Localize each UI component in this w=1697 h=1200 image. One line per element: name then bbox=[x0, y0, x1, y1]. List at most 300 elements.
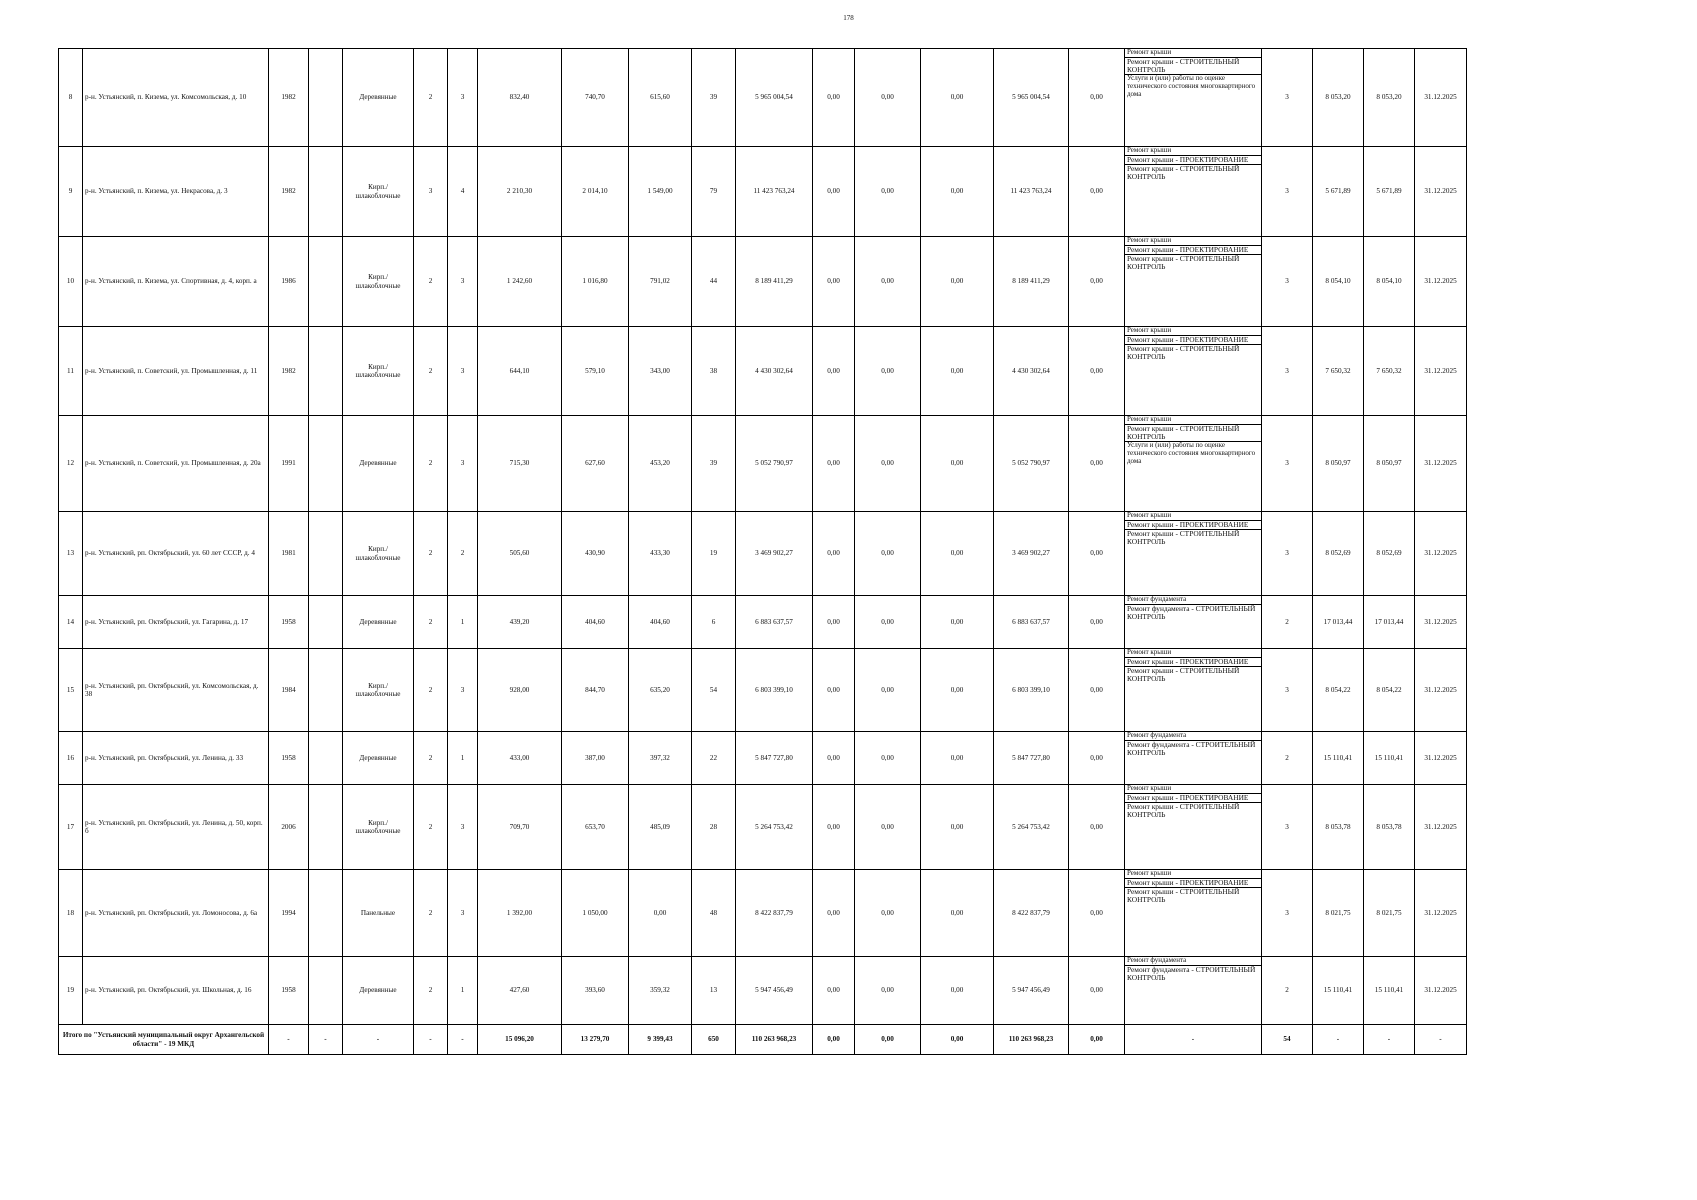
table-row bbox=[59, 147, 1467, 237]
fund-4-cell: 8 189 411,29 bbox=[994, 237, 1069, 327]
work-count-cell: 2 bbox=[1262, 596, 1313, 649]
works-cell bbox=[1125, 785, 1262, 870]
residents-cell: 54 bbox=[692, 649, 736, 732]
floors-cell: 2 bbox=[414, 512, 448, 596]
living-area-cell: 1 016,80 bbox=[562, 237, 629, 327]
work-count-cell: 3 bbox=[1262, 870, 1313, 957]
fund-4-cell: 8 422 837,79 bbox=[994, 870, 1069, 957]
total-cost-sqm-max-cell: - bbox=[1364, 1025, 1415, 1055]
fund-3-cell: 0,00 bbox=[921, 327, 994, 416]
wall-material-cell: Деревянные bbox=[343, 732, 414, 785]
fund-2-cell: 0,00 bbox=[855, 732, 921, 785]
fund-1-cell: 0,00 bbox=[813, 785, 855, 870]
wall-material-cell: Деревянные bbox=[343, 416, 414, 512]
work-count-cell: 3 bbox=[1262, 147, 1313, 237]
residential-area-cell: 0,00 bbox=[629, 870, 692, 957]
fund-3-cell: 0,00 bbox=[921, 870, 994, 957]
fund-1-cell: 0,00 bbox=[813, 49, 855, 147]
fund-3-cell: 0,00 bbox=[921, 49, 994, 147]
table-row bbox=[59, 785, 1467, 870]
year-cell: 1986 bbox=[269, 237, 309, 327]
empty-cell bbox=[309, 870, 343, 957]
total-area-cell: 715,30 bbox=[478, 416, 562, 512]
work-item: Ремонт крыши - ПРОЕКТИРОВАНИЕ bbox=[1125, 336, 1261, 345]
fund-3-cell: 0,00 bbox=[921, 512, 994, 596]
residents-cell: 39 bbox=[692, 416, 736, 512]
residential-area-cell: 453,20 bbox=[629, 416, 692, 512]
cost-per-sqm-cell: 8 054,22 bbox=[1313, 649, 1364, 732]
year-cell: 1958 bbox=[269, 957, 309, 1025]
living-area-cell: 579,10 bbox=[562, 327, 629, 416]
fund-4-cell: 5 965 004,54 bbox=[994, 49, 1069, 147]
row-number: 10 bbox=[59, 237, 83, 327]
empty-cell bbox=[309, 596, 343, 649]
year-cell: 2006 bbox=[269, 785, 309, 870]
year-cell: 1982 bbox=[269, 147, 309, 237]
work-item: Ремонт фундамента - СТРОИТЕЛЬНЫЙ КОНТРОЛЬ bbox=[1127, 964, 1256, 983]
wall-material-cell: Кирп./ шлакоблочные bbox=[343, 649, 414, 732]
work-item: Ремонт крыши - СТРОИТЕЛЬНЫЙ КОНТРОЛЬ bbox=[1127, 164, 1240, 182]
address-cell: р-н. Устьянский, рп. Октябрьский, ул. Комсомольская, д. 38 bbox=[83, 649, 269, 732]
fund-3-cell: 0,00 bbox=[921, 416, 994, 512]
table-row bbox=[59, 512, 1467, 596]
total-area-cell: 709,70 bbox=[478, 785, 562, 870]
table-row bbox=[59, 870, 1467, 957]
entrances-cell: 3 bbox=[448, 870, 478, 957]
total-entrances-cell: - bbox=[448, 1025, 478, 1055]
total-area-res-cell: 9 399,43 bbox=[629, 1025, 692, 1055]
address-cell: р-н. Устьянский, п. Кизема, ул. Спортивная, д. 4, корп. а bbox=[83, 237, 269, 327]
total-cost-cell: 6 883 637,57 bbox=[736, 596, 813, 649]
cost-per-sqm-cell: 15 110,41 bbox=[1313, 957, 1364, 1025]
floors-cell: 2 bbox=[414, 327, 448, 416]
work-item: Ремонт фундамента bbox=[1125, 732, 1261, 741]
fund-5-cell: 0,00 bbox=[1069, 649, 1125, 732]
address-cell: р-н. Устьянский, п. Советский, ул. Промышленная, д. 20а bbox=[83, 416, 269, 512]
row-number: 17 bbox=[59, 785, 83, 870]
empty-cell bbox=[309, 49, 343, 147]
fund-5-cell: 0,00 bbox=[1069, 870, 1125, 957]
fund-2-cell: 0,00 bbox=[855, 237, 921, 327]
year-cell: 1982 bbox=[269, 327, 309, 416]
work-item: Ремонт крыши bbox=[1125, 870, 1261, 879]
fund-2-cell: 0,00 bbox=[855, 147, 921, 237]
living-area-cell: 430,90 bbox=[562, 512, 629, 596]
fund-5-cell: 0,00 bbox=[1069, 49, 1125, 147]
row-number: 14 bbox=[59, 596, 83, 649]
cost-per-sqm-cell: 8 053,20 bbox=[1313, 49, 1364, 147]
max-cost-per-sqm-cell: 7 650,32 bbox=[1364, 327, 1415, 416]
work-item: Ремонт крыши - ПРОЕКТИРОВАНИЕ bbox=[1125, 879, 1261, 888]
address-cell: р-н. Устьянский, рп. Октябрьский, ул. Гагарина, д. 17 bbox=[83, 596, 269, 649]
work-item: Ремонт фундамента bbox=[1125, 596, 1261, 605]
fund-4-cell: 3 469 902,27 bbox=[994, 512, 1069, 596]
living-area-cell: 2 014,10 bbox=[562, 147, 629, 237]
year-cell: 1991 bbox=[269, 416, 309, 512]
wall-material-cell: Деревянные bbox=[343, 957, 414, 1025]
work-count-cell: 3 bbox=[1262, 416, 1313, 512]
residential-area-cell: 397,32 bbox=[629, 732, 692, 785]
max-cost-per-sqm-cell: 15 110,41 bbox=[1364, 732, 1415, 785]
work-item: Ремонт фундамента - СТРОИТЕЛЬНЫЙ КОНТРОЛЬ bbox=[1127, 739, 1256, 758]
work-item: Ремонт крыши - ПРОЕКТИРОВАНИЕ bbox=[1125, 794, 1261, 803]
table-row bbox=[59, 327, 1467, 416]
works-cell bbox=[1125, 327, 1262, 416]
fund-2-cell: 0,00 bbox=[855, 416, 921, 512]
floors-cell: 2 bbox=[414, 649, 448, 732]
work-item: Ремонт крыши bbox=[1125, 416, 1261, 425]
fund-5-cell: 0,00 bbox=[1069, 785, 1125, 870]
table-row bbox=[59, 49, 1467, 147]
residents-cell: 39 bbox=[692, 49, 736, 147]
total-area-cell: 427,60 bbox=[478, 957, 562, 1025]
work-item: Ремонт крыши - СТРОИТЕЛЬНЫЙ КОНТРОЛЬ bbox=[1125, 58, 1261, 76]
total-area-cell: 1 242,60 bbox=[478, 237, 562, 327]
works-cell bbox=[1125, 512, 1262, 596]
work-item: Ремонт фундамента - СТРОИТЕЛЬНЫЙ КОНТРОЛЬ bbox=[1127, 603, 1256, 622]
residents-cell: 79 bbox=[692, 147, 736, 237]
max-cost-per-sqm-cell: 8 053,78 bbox=[1364, 785, 1415, 870]
total-area-cell: 439,20 bbox=[478, 596, 562, 649]
work-count-cell: 3 bbox=[1262, 327, 1313, 416]
deadline-cell: 31.12.2025 bbox=[1415, 512, 1467, 596]
table-row bbox=[59, 596, 1467, 649]
row-number: 19 bbox=[59, 957, 83, 1025]
fund-2-cell: 0,00 bbox=[855, 785, 921, 870]
residents-cell: 44 bbox=[692, 237, 736, 327]
fund-5-cell: 0,00 bbox=[1069, 512, 1125, 596]
entrances-cell: 3 bbox=[448, 327, 478, 416]
capital-repair-table bbox=[58, 48, 1467, 1055]
fund-1-cell: 0,00 bbox=[813, 870, 855, 957]
living-area-cell: 1 050,00 bbox=[562, 870, 629, 957]
max-cost-per-sqm-cell: 8 053,20 bbox=[1364, 49, 1415, 147]
fund-1-cell: 0,00 bbox=[813, 596, 855, 649]
living-area-cell: 627,60 bbox=[562, 416, 629, 512]
table-row bbox=[59, 732, 1467, 785]
total-area-cell: 644,10 bbox=[478, 327, 562, 416]
cost-per-sqm-cell: 7 650,32 bbox=[1313, 327, 1364, 416]
row-number: 8 bbox=[59, 49, 83, 147]
work-count-cell: 2 bbox=[1262, 732, 1313, 785]
max-cost-per-sqm-cell: 8 021,75 bbox=[1364, 870, 1415, 957]
deadline-cell: 31.12.2025 bbox=[1415, 870, 1467, 957]
residential-area-cell: 1 549,00 bbox=[629, 147, 692, 237]
wall-material-cell: Деревянные bbox=[343, 49, 414, 147]
fund-2-cell: 0,00 bbox=[855, 512, 921, 596]
entrances-cell: 2 bbox=[448, 512, 478, 596]
entrances-cell: 4 bbox=[448, 147, 478, 237]
fund-3-cell: 0,00 bbox=[921, 237, 994, 327]
living-area-cell: 393,60 bbox=[562, 957, 629, 1025]
fund-3-cell: 0,00 bbox=[921, 596, 994, 649]
entrances-cell: 3 bbox=[448, 649, 478, 732]
living-area-cell: 653,70 bbox=[562, 785, 629, 870]
works-cell bbox=[1125, 732, 1262, 785]
total-deadline-cell: - bbox=[1415, 1025, 1467, 1055]
empty-cell bbox=[309, 416, 343, 512]
address-cell: р-н. Устьянский, рп. Октябрьский, ул. Ленина, д. 50, корп. б bbox=[83, 785, 269, 870]
deadline-cell: 31.12.2025 bbox=[1415, 49, 1467, 147]
fund-4-cell: 5 947 456,49 bbox=[994, 957, 1069, 1025]
residents-cell: 48 bbox=[692, 870, 736, 957]
total-area-total-cell: 15 096,20 bbox=[478, 1025, 562, 1055]
table-row bbox=[59, 237, 1467, 327]
entrances-cell: 3 bbox=[448, 416, 478, 512]
total-f1-cell: 0,00 bbox=[813, 1025, 855, 1055]
wall-material-cell: Кирп./ шлакоблочные bbox=[343, 237, 414, 327]
work-item: Ремонт крыши - СТРОИТЕЛЬНЫЙ КОНТРОЛЬ bbox=[1127, 254, 1240, 272]
work-item: Ремонт крыши bbox=[1125, 237, 1261, 246]
floors-cell: 2 bbox=[414, 49, 448, 147]
work-count-cell: 3 bbox=[1262, 649, 1313, 732]
deadline-cell: 31.12.2025 bbox=[1415, 237, 1467, 327]
total-cost-total-cell: 110 263 968,23 bbox=[736, 1025, 813, 1055]
fund-4-cell: 6 883 637,57 bbox=[994, 596, 1069, 649]
table-row bbox=[59, 649, 1467, 732]
work-item: Ремонт крыши bbox=[1125, 49, 1261, 58]
address-cell: р-н. Устьянский, рп. Октябрьский, ул. Школьная, д. 16 bbox=[83, 957, 269, 1025]
residents-cell: 28 bbox=[692, 785, 736, 870]
entrances-cell: 3 bbox=[448, 785, 478, 870]
work-count-cell: 3 bbox=[1262, 512, 1313, 596]
works-cell bbox=[1125, 416, 1262, 512]
fund-5-cell: 0,00 bbox=[1069, 327, 1125, 416]
deadline-cell: 31.12.2025 bbox=[1415, 957, 1467, 1025]
wall-material-cell: Деревянные bbox=[343, 596, 414, 649]
total-cost-cell: 4 430 302,64 bbox=[736, 327, 813, 416]
work-count-cell: 3 bbox=[1262, 785, 1313, 870]
living-area-cell: 404,60 bbox=[562, 596, 629, 649]
fund-5-cell: 0,00 bbox=[1069, 416, 1125, 512]
deadline-cell: 31.12.2025 bbox=[1415, 649, 1467, 732]
fund-2-cell: 0,00 bbox=[855, 870, 921, 957]
works-cell bbox=[1125, 596, 1262, 649]
entrances-cell: 1 bbox=[448, 957, 478, 1025]
floors-cell: 2 bbox=[414, 785, 448, 870]
max-cost-per-sqm-cell: 8 050,97 bbox=[1364, 416, 1415, 512]
total-area-cell: 832,40 bbox=[478, 49, 562, 147]
address-cell: р-н. Устьянский, рп. Октябрьский, ул. Ленина, д. 33 bbox=[83, 732, 269, 785]
residents-cell: 13 bbox=[692, 957, 736, 1025]
fund-2-cell: 0,00 bbox=[855, 327, 921, 416]
fund-1-cell: 0,00 bbox=[813, 732, 855, 785]
cost-per-sqm-cell: 15 110,41 bbox=[1313, 732, 1364, 785]
cost-per-sqm-cell: 8 052,69 bbox=[1313, 512, 1364, 596]
fund-1-cell: 0,00 bbox=[813, 512, 855, 596]
fund-1-cell: 0,00 bbox=[813, 147, 855, 237]
total-cost-cell: 5 847 727,80 bbox=[736, 732, 813, 785]
wall-material-cell: Кирп./ шлакоблочные bbox=[343, 327, 414, 416]
address-cell: р-н. Устьянский, рп. Октябрьский, ул. Ломоносова, д. 6а bbox=[83, 870, 269, 957]
total-area-cell: 1 392,00 bbox=[478, 870, 562, 957]
total-residents-cell: 650 bbox=[692, 1025, 736, 1055]
residents-cell: 22 bbox=[692, 732, 736, 785]
address-cell: р-н. Устьянский, п. Советский, ул. Промышленная, д. 11 bbox=[83, 327, 269, 416]
table-row bbox=[59, 416, 1467, 512]
year-cell: 1982 bbox=[269, 49, 309, 147]
entrances-cell: 1 bbox=[448, 596, 478, 649]
work-item: Ремонт крыши - СТРОИТЕЛЬНЫЙ КОНТРОЛЬ bbox=[1127, 529, 1240, 547]
entrances-cell: 3 bbox=[448, 237, 478, 327]
fund-4-cell: 4 430 302,64 bbox=[994, 327, 1069, 416]
total-work-count-cell: 54 bbox=[1262, 1025, 1313, 1055]
floors-cell: 3 bbox=[414, 147, 448, 237]
cost-per-sqm-cell: 8 050,97 bbox=[1313, 416, 1364, 512]
max-cost-per-sqm-cell: 8 054,22 bbox=[1364, 649, 1415, 732]
cost-per-sqm-cell: 8 021,75 bbox=[1313, 870, 1364, 957]
floors-cell: 2 bbox=[414, 596, 448, 649]
work-count-cell: 3 bbox=[1262, 237, 1313, 327]
work-item: Ремонт крыши - СТРОИТЕЛЬНЫЙ КОНТРОЛЬ bbox=[1127, 802, 1240, 820]
works-cell bbox=[1125, 237, 1262, 327]
work-count-cell: 3 bbox=[1262, 49, 1313, 147]
wall-material-cell: Кирп./ шлакоблочные bbox=[343, 785, 414, 870]
work-item: Ремонт крыши bbox=[1125, 327, 1261, 336]
residents-cell: 6 bbox=[692, 596, 736, 649]
total-area-cell: 505,60 bbox=[478, 512, 562, 596]
work-item: Ремонт крыши - ПРОЕКТИРОВАНИЕ bbox=[1125, 521, 1261, 530]
row-number: 15 bbox=[59, 649, 83, 732]
fund-5-cell: 0,00 bbox=[1069, 147, 1125, 237]
total-f2-cell: 0,00 bbox=[855, 1025, 921, 1055]
total-f4-cell: 110 263 968,23 bbox=[994, 1025, 1069, 1055]
empty-cell bbox=[309, 732, 343, 785]
residential-area-cell: 485,09 bbox=[629, 785, 692, 870]
row-number: 16 bbox=[59, 732, 83, 785]
fund-4-cell: 6 803 399,10 bbox=[994, 649, 1069, 732]
work-item: Ремонт фундамента bbox=[1125, 957, 1261, 966]
cost-per-sqm-cell: 17 013,44 bbox=[1313, 596, 1364, 649]
fund-5-cell: 0,00 bbox=[1069, 732, 1125, 785]
max-cost-per-sqm-cell: 8 052,69 bbox=[1364, 512, 1415, 596]
fund-3-cell: 0,00 bbox=[921, 147, 994, 237]
address-cell: р-н. Устьянский, п. Кизема, ул. Некрасова, д. 3 bbox=[83, 147, 269, 237]
work-item: Ремонт крыши - ПРОЕКТИРОВАНИЕ bbox=[1125, 156, 1261, 165]
row-number: 11 bbox=[59, 327, 83, 416]
total-cost-cell: 5 965 004,54 bbox=[736, 49, 813, 147]
deadline-cell: 31.12.2025 bbox=[1415, 327, 1467, 416]
year-cell: 1958 bbox=[269, 596, 309, 649]
fund-3-cell: 0,00 bbox=[921, 957, 994, 1025]
fund-2-cell: 0,00 bbox=[855, 596, 921, 649]
total-material-cell: - bbox=[343, 1025, 414, 1055]
total-works-cell: - bbox=[1125, 1025, 1262, 1055]
residential-area-cell: 635,20 bbox=[629, 649, 692, 732]
fund-4-cell: 5 052 790,97 bbox=[994, 416, 1069, 512]
wall-material-cell: Кирп./ шлакоблочные bbox=[343, 512, 414, 596]
max-cost-per-sqm-cell: 17 013,44 bbox=[1364, 596, 1415, 649]
work-item: Ремонт крыши bbox=[1125, 785, 1261, 794]
living-area-cell: 844,70 bbox=[562, 649, 629, 732]
work-item: Ремонт крыши - ПРОЕКТИРОВАНИЕ bbox=[1125, 658, 1261, 667]
max-cost-per-sqm-cell: 8 054,10 bbox=[1364, 237, 1415, 327]
total-f3-cell: 0,00 bbox=[921, 1025, 994, 1055]
fund-1-cell: 0,00 bbox=[813, 416, 855, 512]
total-area-cell: 433,00 bbox=[478, 732, 562, 785]
work-item: Ремонт крыши - СТРОИТЕЛЬНЫЙ КОНТРОЛЬ bbox=[1125, 425, 1261, 443]
total-cost-sqm-cell: - bbox=[1313, 1025, 1364, 1055]
fund-4-cell: 5 264 753,42 bbox=[994, 785, 1069, 870]
empty-cell bbox=[309, 957, 343, 1025]
residents-cell: 19 bbox=[692, 512, 736, 596]
year-cell: 1994 bbox=[269, 870, 309, 957]
total-cost-cell: 5 052 790,97 bbox=[736, 416, 813, 512]
floors-cell: 2 bbox=[414, 957, 448, 1025]
table-row bbox=[59, 957, 1467, 1025]
entrances-cell: 3 bbox=[448, 49, 478, 147]
fund-1-cell: 0,00 bbox=[813, 957, 855, 1025]
work-item: Ремонт крыши bbox=[1125, 147, 1261, 156]
total-cost-cell: 6 803 399,10 bbox=[736, 649, 813, 732]
total-cost-cell: 11 423 763,24 bbox=[736, 147, 813, 237]
total-cost-cell: 8 189 411,29 bbox=[736, 237, 813, 327]
residential-area-cell: 433,30 bbox=[629, 512, 692, 596]
fund-3-cell: 0,00 bbox=[921, 649, 994, 732]
deadline-cell: 31.12.2025 bbox=[1415, 147, 1467, 237]
address-cell: р-н. Устьянский, рп. Октябрьский, ул. 60 лет СССР, д. 4 bbox=[83, 512, 269, 596]
floors-cell: 2 bbox=[414, 237, 448, 327]
fund-4-cell: 5 847 727,80 bbox=[994, 732, 1069, 785]
max-cost-per-sqm-cell: 15 110,41 bbox=[1364, 957, 1415, 1025]
total-cost-cell: 8 422 837,79 bbox=[736, 870, 813, 957]
year-cell: 1981 bbox=[269, 512, 309, 596]
fund-2-cell: 0,00 bbox=[855, 957, 921, 1025]
address-cell: р-н. Устьянский, п. Кизема, ул. Комсомольская, д. 10 bbox=[83, 49, 269, 147]
row-number: 13 bbox=[59, 512, 83, 596]
fund-4-cell: 11 423 763,24 bbox=[994, 147, 1069, 237]
empty-cell bbox=[309, 649, 343, 732]
total-cost-cell: 5 947 456,49 bbox=[736, 957, 813, 1025]
year-cell: 1984 bbox=[269, 649, 309, 732]
work-item: Ремонт крыши - СТРОИТЕЛЬНЫЙ КОНТРОЛЬ bbox=[1127, 344, 1240, 362]
residential-area-cell: 343,00 bbox=[629, 327, 692, 416]
residents-cell: 38 bbox=[692, 327, 736, 416]
cost-per-sqm-cell: 5 671,89 bbox=[1313, 147, 1364, 237]
work-item: Ремонт крыши - СТРОИТЕЛЬНЫЙ КОНТРОЛЬ bbox=[1127, 887, 1240, 905]
total-cost-cell: 5 264 753,42 bbox=[736, 785, 813, 870]
total-f5-cell: 0,00 bbox=[1069, 1025, 1125, 1055]
work-item: Ремонт крыши bbox=[1125, 649, 1261, 658]
residential-area-cell: 791,02 bbox=[629, 237, 692, 327]
total-blank-cell: - bbox=[309, 1025, 343, 1055]
total-area-cell: 928,00 bbox=[478, 649, 562, 732]
works-cell bbox=[1125, 957, 1262, 1025]
floors-cell: 2 bbox=[414, 416, 448, 512]
floors-cell: 2 bbox=[414, 732, 448, 785]
total-floors-cell: - bbox=[414, 1025, 448, 1055]
fund-1-cell: 0,00 bbox=[813, 237, 855, 327]
deadline-cell: 31.12.2025 bbox=[1415, 785, 1467, 870]
fund-3-cell: 0,00 bbox=[921, 785, 994, 870]
cost-per-sqm-cell: 8 054,10 bbox=[1313, 237, 1364, 327]
work-item: Ремонт крыши - ПРОЕКТИРОВАНИЕ bbox=[1125, 246, 1261, 255]
works-cell bbox=[1125, 49, 1262, 147]
wall-material-cell: Панельные bbox=[343, 870, 414, 957]
empty-cell bbox=[309, 147, 343, 237]
deadline-cell: 31.12.2025 bbox=[1415, 416, 1467, 512]
total-area-cell: 2 210,30 bbox=[478, 147, 562, 237]
entrances-cell: 1 bbox=[448, 732, 478, 785]
empty-cell bbox=[309, 785, 343, 870]
empty-cell bbox=[309, 237, 343, 327]
fund-2-cell: 0,00 bbox=[855, 49, 921, 147]
fund-1-cell: 0,00 bbox=[813, 327, 855, 416]
row-number: 12 bbox=[59, 416, 83, 512]
total-year-cell: - bbox=[269, 1025, 309, 1055]
work-count-cell: 2 bbox=[1262, 957, 1313, 1025]
empty-cell bbox=[309, 512, 343, 596]
